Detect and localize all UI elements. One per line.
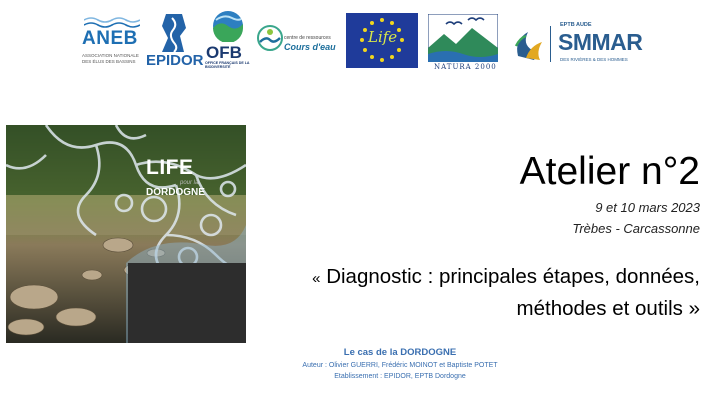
slide-date: 9 et 10 mars 2023: [595, 200, 700, 215]
natura-2000-logo: [426, 8, 500, 74]
aneb-name: ANEB: [82, 28, 138, 49]
natura-name: NATURA 2000: [434, 63, 497, 71]
smmar-wave-icon: [512, 26, 546, 62]
life-dordogne-badge: [128, 263, 246, 343]
cours-deau-circle-icon: [256, 18, 284, 58]
badge-subtitle: DORDOGNE: [146, 187, 205, 198]
badge-title: LIFE: [146, 156, 194, 179]
badge-small-text: pour la: [180, 180, 199, 186]
partner-logos-bar: [0, 8, 720, 74]
ofb-subtitle: OFFICE FRANÇAIS DE LA BIODIVERSITÉ: [205, 61, 250, 70]
epidor-name: EPIDOR: [146, 52, 204, 69]
life-name: Life: [368, 28, 398, 46]
subject-line-1: Diagnostic : principales étapes, données,: [326, 265, 700, 288]
aneb-subtitle: ASSOCIATION NATIONALE DES ÉLUS DES BASSINS: [82, 53, 139, 64]
slide-subject: [240, 262, 700, 324]
life-eu-logo: [346, 8, 420, 74]
smmar-divider: [550, 26, 551, 62]
river-photo: [6, 125, 246, 343]
aneb-logo: [80, 8, 142, 74]
cours-deau-subtitle: centre de ressources: [284, 35, 331, 41]
slide-place: Trèbes - Carcassonne: [572, 221, 700, 236]
subject-open-quote: «: [312, 270, 321, 287]
subject-close-quote: »: [688, 297, 700, 320]
slide-title: Atelier n°2: [519, 150, 700, 193]
epidor-logo: [146, 8, 202, 74]
epidor-river-icon: [160, 14, 188, 52]
subject-line-2: méthodes et outils: [516, 297, 683, 320]
ofb-name: OFB: [206, 43, 242, 62]
authors-line: Auteur : Olivier GUERRI, Frédéric MOINOT et Baptiste POTET: [302, 362, 498, 369]
smmar-top-label: EPTB AUDE: [560, 22, 592, 28]
ofb-globe-icon: [212, 10, 244, 42]
case-heading: Le cas de la DORDOGNE: [343, 347, 457, 358]
aneb-waves-icon: [84, 16, 140, 28]
smmar-subtitle: DES RIVIÈRES & DES HOMMES: [560, 57, 628, 62]
establishment-line: Etablissement : EPIDOR, EPTB Dordogne: [334, 373, 466, 380]
cours-deau-logo: [256, 8, 346, 74]
ofb-logo: [204, 8, 254, 74]
cours-deau-name: Cours d'eau: [284, 42, 336, 52]
natura-landscape-icon: [428, 14, 498, 62]
smmar-logo: [512, 8, 643, 74]
smmar-name: SMMAR: [558, 29, 643, 55]
